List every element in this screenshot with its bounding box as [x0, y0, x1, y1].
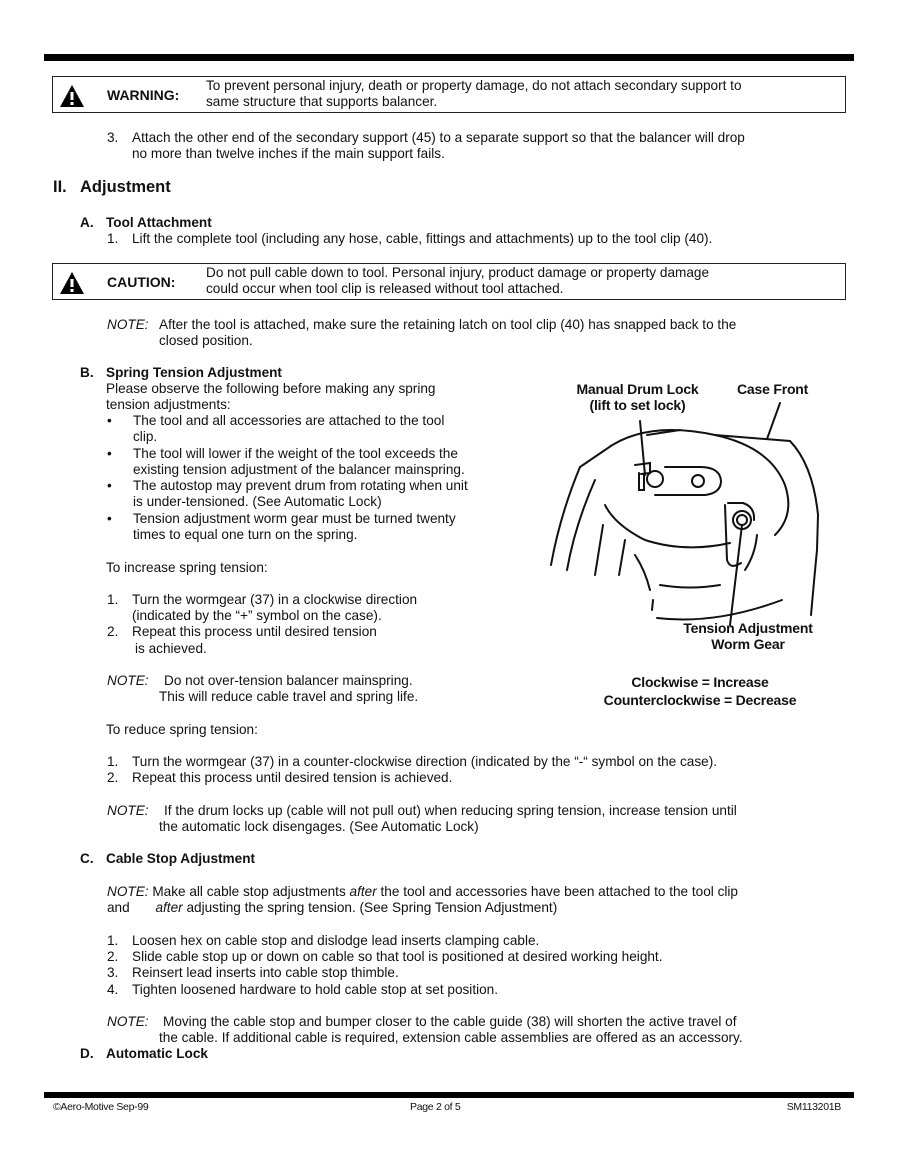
- bullet-text: is under-tensioned. (See Automatic Lock): [133, 494, 382, 509]
- warning-line: same structure that supports balancer.: [206, 94, 438, 109]
- step-number: 4.: [107, 982, 119, 997]
- caution-text: [206, 265, 709, 297]
- footer-doc-id: SM113201B: [786, 1101, 841, 1113]
- balancer-drawing: [545, 375, 845, 715]
- note-text: closed position.: [159, 333, 253, 348]
- note-text: This will reduce cable travel and spring life.: [159, 689, 419, 704]
- footer-copyright: ©Aero-Motive Sep-99: [53, 1101, 149, 1113]
- worm-gear-label: [663, 620, 833, 653]
- step-number: 2.: [107, 770, 119, 785]
- fig-text: (lift to set lock): [589, 397, 686, 414]
- rotation-legend: [565, 673, 835, 709]
- step-text: Tighten loosened hardware to hold cable stop at set position.: [132, 982, 499, 997]
- caution-box: [52, 263, 846, 300]
- intro-text: tension adjustments:: [106, 397, 231, 412]
- bullet-text: The tool and all accessories are attached to the tool: [133, 413, 445, 428]
- section-number: II.: [53, 178, 67, 196]
- balancer-figure: [545, 375, 845, 715]
- step-text: (indicated by the “+” symbol on the case).: [132, 608, 382, 623]
- note-label: NOTE:: [107, 1014, 149, 1029]
- increase-heading: To increase spring tension:: [106, 560, 268, 575]
- subsection-title: Spring Tension Adjustment: [106, 365, 282, 380]
- note-text: After the tool is attached, make sure the retaining latch on tool clip (40) has snapped back to the: [159, 317, 737, 332]
- bullet: •: [107, 478, 112, 493]
- note-text: Do not over-tension balancer mainspring.: [164, 673, 413, 688]
- step-text: Repeat this process until desired tension is achieved.: [132, 770, 453, 785]
- bullet-text: Tension adjustment worm gear must be turned twenty: [133, 511, 456, 526]
- note-fragment: the tool and accessories have been attached to the tool clip: [376, 884, 738, 899]
- note-text: the cable. If additional cable is required, extension cable assemblies are offered as an accessory.: [159, 1030, 743, 1045]
- subsection-letter: B.: [80, 365, 94, 380]
- header-rule: [44, 54, 854, 61]
- note-label: NOTE:: [107, 673, 149, 688]
- warning-triangle-icon: [59, 271, 85, 295]
- step-text: Turn the wormgear (37) in a counter-clockwise direction (indicated by the “-“ symbol on the case).: [132, 754, 718, 769]
- bullet-text: times to equal one turn on the spring.: [133, 527, 358, 542]
- step-text: Lift the complete tool (including any hose, cable, fittings and attachments) up to the tool clip (40).: [132, 231, 713, 246]
- fig-text: Counterclockwise = Decrease: [603, 692, 797, 708]
- bullet: •: [107, 511, 112, 526]
- caution-label: CAUTION:: [107, 274, 176, 290]
- note-fragment: adjusting the spring tension. (See Spring Tension Adjustment): [182, 900, 558, 915]
- reduce-heading: To reduce spring tension:: [106, 722, 258, 737]
- step-text: Reinsert lead inserts into cable stop thimble.: [132, 965, 399, 980]
- warning-label: WARNING:: [107, 87, 180, 103]
- step-text: Repeat this process until desired tension: [132, 624, 377, 639]
- fig-text: Clockwise = Increase: [631, 674, 769, 690]
- note-text: the automatic lock disengages. (See Automatic Lock): [159, 819, 479, 834]
- bullet-text: The tool will lower if the weight of the tool exceeds the: [133, 446, 458, 461]
- caution-line: could occur when tool clip is released without tool attached.: [206, 281, 564, 296]
- bullet-text: clip.: [133, 429, 158, 444]
- bullet: •: [107, 413, 112, 428]
- fig-text: Manual Drum Lock: [576, 381, 699, 397]
- step-text: Attach the other end of the secondary support (45) to a separate support so that the balancer will drop: [132, 130, 745, 145]
- step-number: 1.: [107, 754, 119, 769]
- fig-text: Worm Gear: [711, 636, 785, 653]
- note-fragment: and: [107, 900, 130, 915]
- step-number: 1.: [107, 231, 119, 246]
- subsection-letter: A.: [80, 215, 94, 230]
- note-text: Moving the cable stop and bumper closer to the cable guide (38) will shorten the active travel of: [163, 1014, 737, 1029]
- note-text: [107, 884, 738, 900]
- note-text: If the drum locks up (cable will not pull out) when reducing spring tension, increase tension until: [164, 803, 737, 818]
- warning-line: To prevent personal injury, death or property damage, do not attach secondary support to: [206, 78, 742, 93]
- subsection-letter: D.: [80, 1046, 94, 1061]
- note-fragment: Make all cable stop adjustments: [152, 884, 350, 899]
- note-emphasis: after: [155, 900, 183, 915]
- subsection-title: Automatic Lock: [106, 1046, 208, 1061]
- warning-text: [206, 78, 742, 110]
- step-text: Loosen hex on cable stop and dislodge lead inserts clamping cable.: [132, 933, 540, 948]
- step-number: 1.: [107, 933, 119, 948]
- subsection-letter: C.: [80, 851, 94, 866]
- warning-box: [52, 76, 846, 113]
- bullet-text: The autostop may prevent drum from rotating when unit: [133, 478, 468, 493]
- subsection-title: Cable Stop Adjustment: [106, 851, 256, 866]
- step-text: is achieved.: [135, 641, 207, 656]
- step-number: 3.: [107, 965, 119, 980]
- subsection-title: Tool Attachment: [106, 215, 212, 230]
- step-text: Slide cable stop up or down on cable so that tool is positioned at desired working height.: [132, 949, 663, 964]
- footer-rule: [44, 1092, 854, 1098]
- step-number: 2.: [107, 624, 119, 639]
- note-text: [107, 900, 557, 916]
- fig-text: Tension Adjustment: [683, 620, 813, 636]
- note-label: NOTE:: [107, 317, 149, 332]
- bullet: •: [107, 446, 112, 461]
- section-title: Adjustment: [80, 178, 171, 196]
- bullet-text: existing tension adjustment of the balancer mainspring.: [133, 462, 465, 477]
- step-number: 1.: [107, 592, 119, 607]
- note-label: NOTE:: [107, 803, 149, 818]
- case-front-label: Case Front: [737, 381, 809, 397]
- note-emphasis: after: [349, 884, 377, 899]
- step-text: no more than twelve inches if the main support fails.: [132, 146, 445, 161]
- note-label: NOTE:: [107, 884, 149, 899]
- intro-text: Please observe the following before making any spring: [106, 381, 436, 396]
- step-number: 3.: [107, 130, 119, 145]
- warning-triangle-icon: [59, 84, 85, 108]
- step-number: 2.: [107, 949, 119, 964]
- footer-page-number: Page 2 of 5: [410, 1101, 461, 1113]
- step-text: Turn the wormgear (37) in a clockwise direction: [132, 592, 418, 607]
- caution-line: Do not pull cable down to tool. Personal injury, product damage or property damage: [206, 265, 710, 280]
